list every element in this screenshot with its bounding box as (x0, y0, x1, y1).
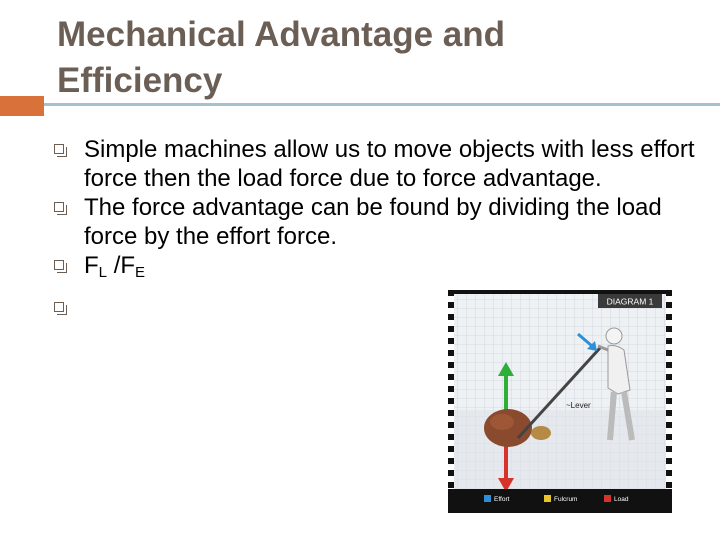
formula-f2: F (120, 252, 136, 279)
title-accent-bar (0, 96, 44, 116)
square-bullet-icon (54, 144, 64, 154)
diagram-header-label: DIAGRAM 1 (606, 296, 654, 307)
formula-slash: / (113, 252, 121, 279)
title-divider (44, 103, 720, 106)
bullet-text (84, 294, 91, 321)
bullet-text: Simple machines allow us to move objects with less effort force then the load force due to force advantage. (84, 136, 695, 192)
legend-load: Load (614, 496, 629, 503)
square-bullet-icon (54, 202, 64, 212)
bullet-item (54, 251, 704, 287)
formula-sub-load: L (98, 264, 108, 281)
formula-sub-effort: E (135, 264, 146, 281)
lever-diagram-image (448, 290, 672, 513)
bullet-item (54, 193, 704, 251)
formula-f1: F (84, 252, 99, 279)
bullet-item (54, 135, 704, 193)
slide-title: Mechanical Advantage and Efficiency (57, 15, 505, 100)
formula-text (84, 252, 145, 279)
bullet-text: The force advantage can be found by dividing the load force by the effort force. (84, 194, 662, 250)
legend-effort: Effort (494, 496, 510, 503)
square-bullet-icon (54, 302, 64, 312)
square-bullet-icon (54, 260, 64, 270)
legend-fulcrum: Fulcrum (554, 496, 578, 503)
lever-label: ~Lever (566, 401, 591, 410)
